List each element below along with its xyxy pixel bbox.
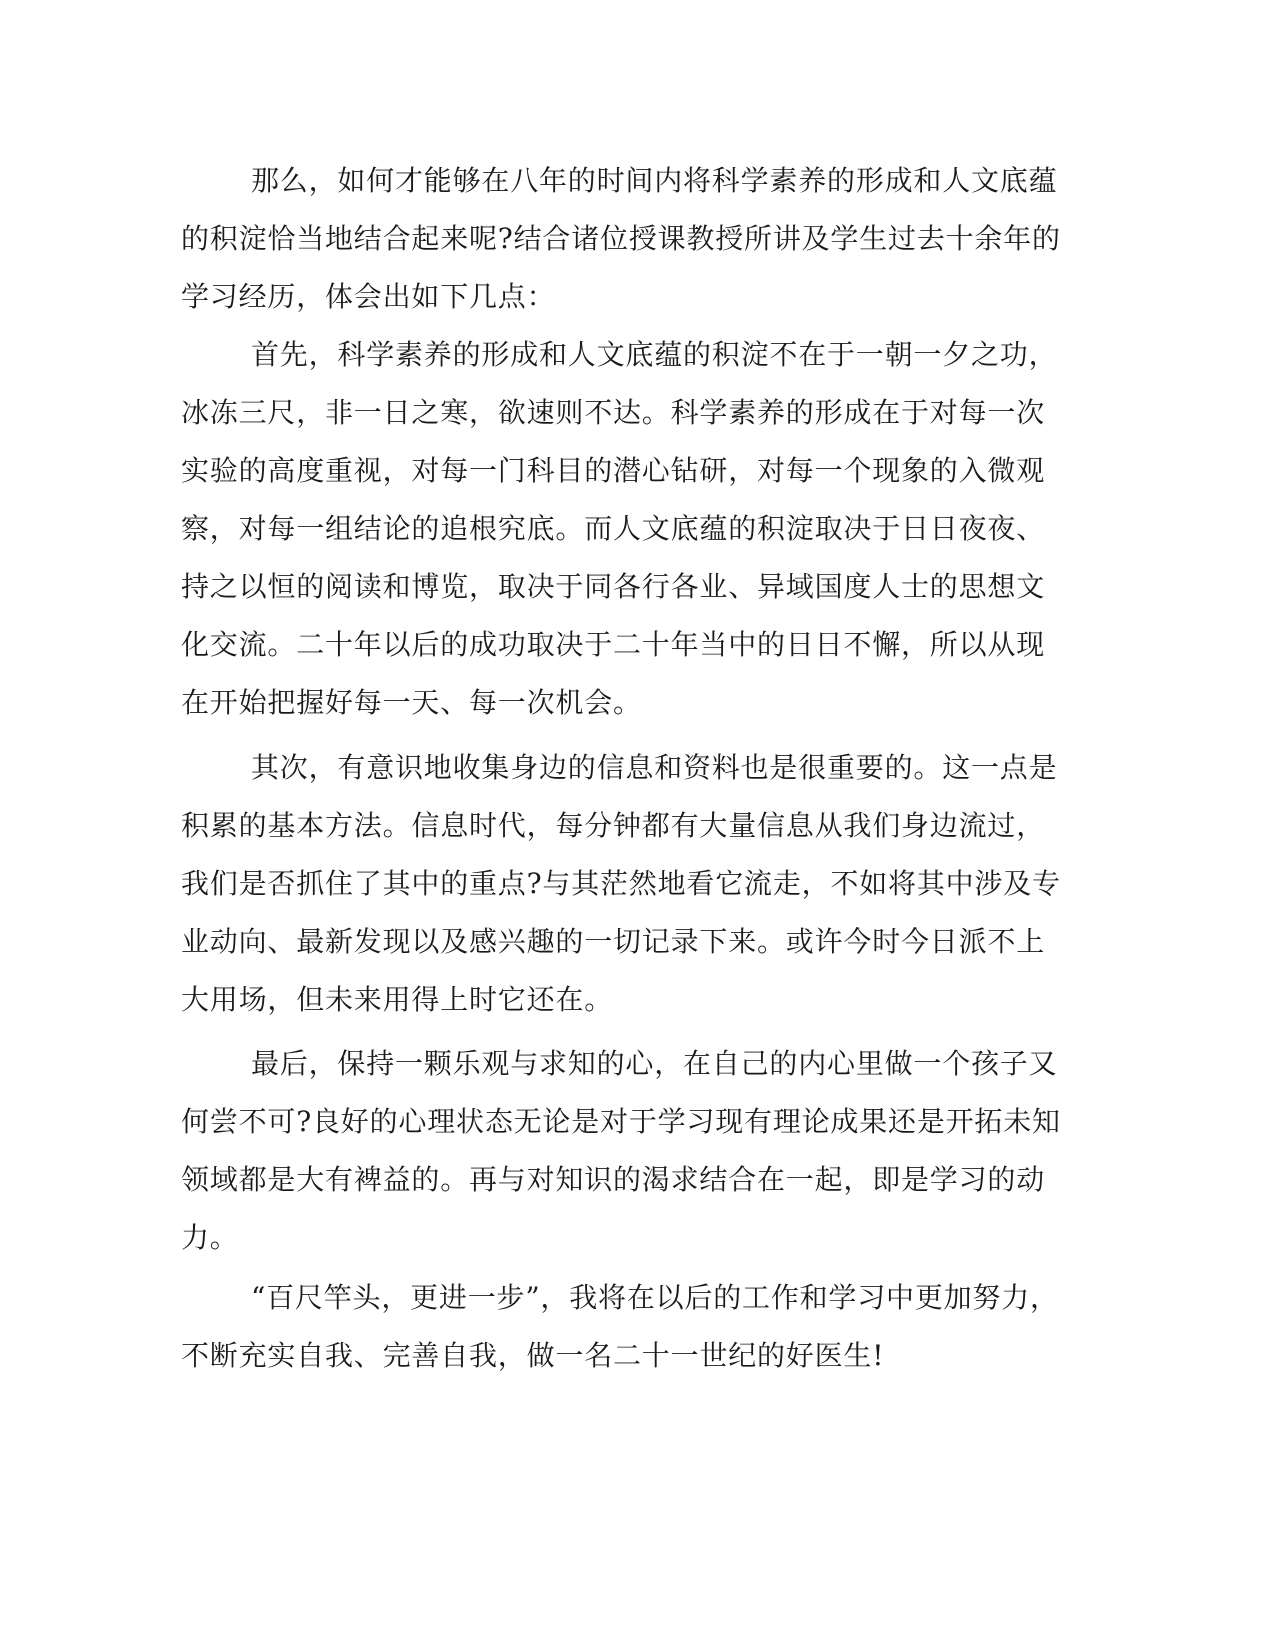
paragraph-2-line-4: 察，对每一组结论的追根究底。而人文底蕴的积淀取决于日日夜夜、 [181, 512, 1046, 545]
paragraph-4-line-4: 力。 [181, 1221, 239, 1254]
paragraph-4-line-3: 领域都是大有裨益的。再与对知识的渴求结合在一起，即是学习的动 [181, 1163, 1046, 1196]
paragraph-3-line-1: 其次，有意识地收集身边的信息和资料也是很重要的。这一点是 [251, 751, 1058, 784]
paragraph-3-line-3: 我们是否抓住了其中的重点?与其茫然地看它流走，不如将其中涉及专 [181, 867, 1061, 900]
paragraph-2-line-3: 实验的高度重视，对每一门科目的潜心钻研，对每一个现象的入微观 [181, 454, 1046, 487]
paragraph-1-line-3: 学习经历，体会出如下几点： [181, 280, 556, 313]
paragraph-1-line-1: 那么，如何才能够在八年的时间内将科学素养的形成和人文底蕴 [251, 164, 1058, 197]
paragraph-5-line-2: 不断充实自我、完善自我，做一名二十一世纪的好医生! [181, 1339, 885, 1372]
paragraph-2-line-7: 在开始把握好每一天、每一次机会。 [181, 686, 642, 719]
paragraph-5-line-1: “百尺竿头，更进一步”，我将在以后的工作和学习中更加努力， [251, 1281, 1059, 1314]
paragraph-1-line-2: 的积淀恰当地结合起来呢?结合诸位授课教授所讲及学生过去十余年的 [181, 222, 1061, 255]
paragraph-3-line-4: 业动向、最新发现以及感兴趣的一切记录下来。或许今时今日派不上 [181, 925, 1046, 958]
paragraph-2-line-6: 化交流。二十年以后的成功取决于二十年当中的日日不懈，所以从现 [181, 628, 1046, 661]
paragraph-4-line-2: 何尝不可?良好的心理状态无论是对于学习现有理论成果还是开拓未知 [181, 1105, 1061, 1138]
paragraph-2-line-1: 首先，科学素养的形成和人文底蕴的积淀不在于一朝一夕之功， [251, 338, 1058, 371]
paragraph-3-line-5: 大用场，但未来用得上时它还在。 [181, 983, 614, 1016]
paragraph-3-line-2: 积累的基本方法。信息时代，每分钟都有大量信息从我们身边流过， [181, 809, 1046, 842]
paragraph-4-line-1: 最后，保持一颗乐观与求知的心，在自己的内心里做一个孩子又 [251, 1047, 1058, 1080]
paragraph-2-line-5: 持之以恒的阅读和博览，取决于同各行各业、异域国度人士的思想文 [181, 570, 1046, 603]
paragraph-2-line-2: 冰冻三尺，非一日之寒，欲速则不达。科学素养的形成在于对每一次 [181, 396, 1046, 429]
